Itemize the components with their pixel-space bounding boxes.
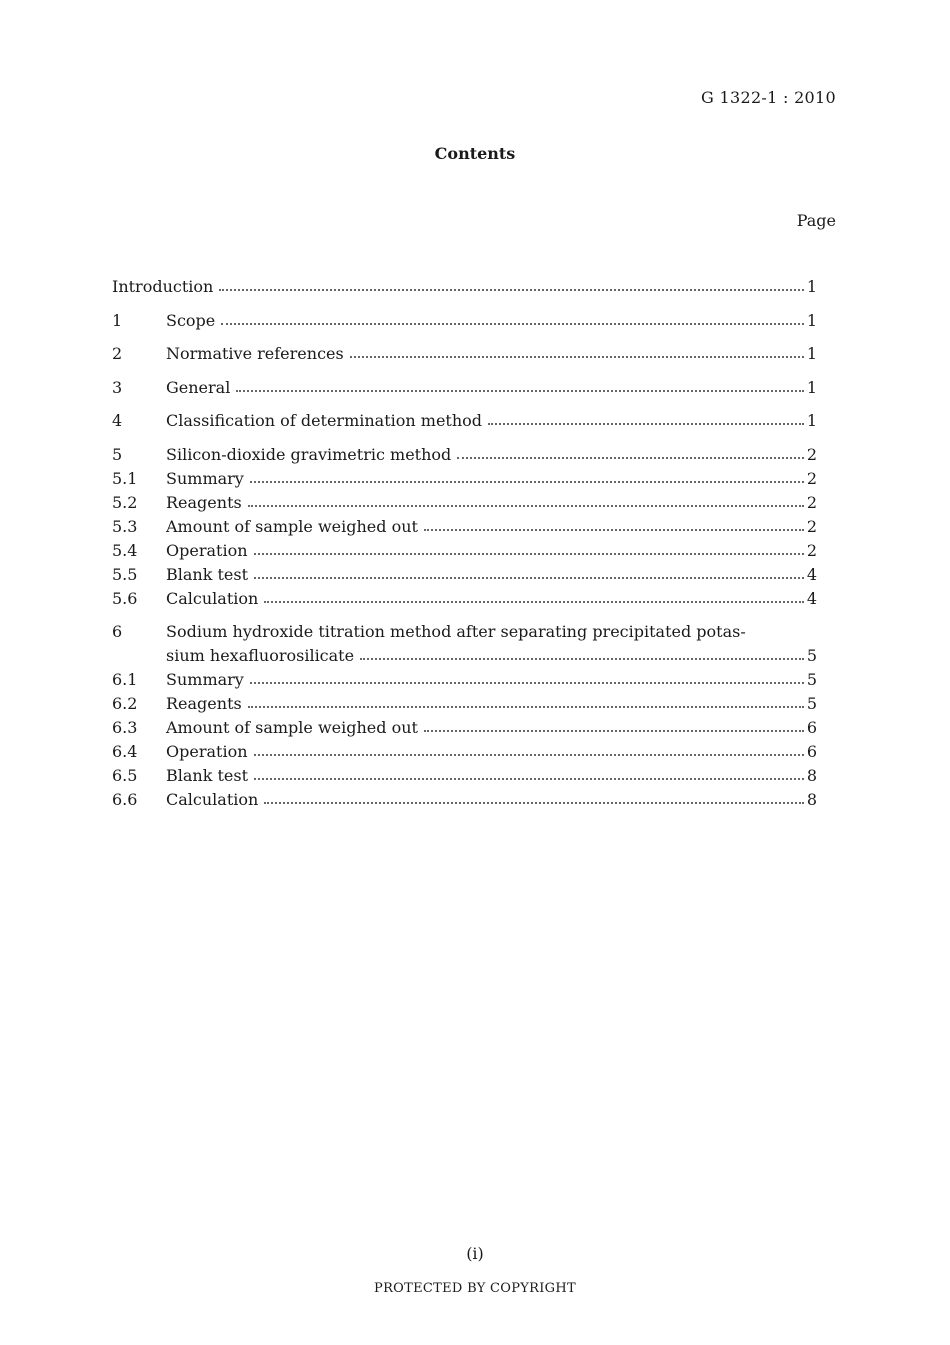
toc-entry-5-4[interactable] [112, 540, 817, 562]
toc-entry-number: 5.2 [112, 493, 138, 512]
dot-leader [248, 505, 804, 507]
toc-entry-page: 8 [806, 790, 817, 809]
toc-entry-title: Introduction [112, 277, 214, 296]
toc-entry-number: 6 [112, 622, 123, 641]
toc-entry-page: 4 [806, 565, 817, 584]
toc-entry-title: Calculation [166, 790, 259, 809]
toc-entry-number: 6.1 [112, 670, 138, 689]
toc-entry-page: 5 [806, 694, 817, 713]
toc-entry-page: 6 [806, 718, 817, 737]
toc-entry-page: 8 [806, 766, 817, 785]
dot-leader [424, 529, 804, 531]
toc-entry-6-5[interactable] [112, 765, 817, 787]
toc-entry-page: 2 [806, 493, 817, 512]
toc-entry-5-2[interactable] [112, 492, 817, 514]
toc-entry-number: 2 [112, 344, 123, 363]
toc-entry-6-4[interactable] [112, 741, 817, 763]
toc-entry-number: 1 [112, 311, 123, 330]
dot-leader [254, 754, 804, 756]
toc-entry-number: 4 [112, 411, 123, 430]
toc-entry-number: 6.3 [112, 718, 138, 737]
toc-entry-introduction[interactable] [112, 276, 817, 298]
toc-entry-title: Operation [166, 742, 248, 761]
toc-entry-title: Amount of sample weighed out [166, 718, 418, 737]
dot-leader [488, 423, 804, 425]
toc-entry-page: 1 [806, 311, 817, 330]
toc-entry-5-1[interactable] [112, 468, 817, 490]
toc-entry-5[interactable] [112, 444, 817, 466]
standard-number: G 1322-1 : 2010 [701, 88, 836, 107]
dot-leader [248, 706, 804, 708]
toc-entry-page: 5 [806, 670, 817, 689]
dot-leader [457, 457, 804, 459]
toc-entry-6-3[interactable] [112, 717, 817, 739]
toc-entry-page: 1 [806, 277, 817, 296]
toc-entry-title: Summary [166, 670, 244, 689]
toc-entry-number: 5.1 [112, 469, 138, 488]
toc-entry-1[interactable] [112, 310, 817, 332]
toc-entry-page: 2 [806, 469, 817, 488]
dot-leader [424, 730, 804, 732]
toc-entry-page: 2 [806, 541, 817, 560]
toc-entry-number: 6.5 [112, 766, 138, 785]
toc-entry-page: 2 [806, 517, 817, 536]
toc-entry-title: Reagents [166, 493, 242, 512]
toc-entry-page: 1 [806, 344, 817, 363]
dot-leader [250, 682, 804, 684]
toc-entry-title: Amount of sample weighed out [166, 517, 418, 536]
dot-leader [219, 289, 803, 291]
toc-entry-number: 6.2 [112, 694, 138, 713]
toc-entry-title: Summary [166, 469, 244, 488]
toc-entry-3[interactable] [112, 377, 817, 399]
toc-entry-title: Silicon-dioxide gravimetric method [166, 445, 452, 464]
toc-entry-page: 4 [806, 589, 817, 608]
dot-leader [250, 481, 804, 483]
copyright-notice: PROTECTED BY COPYRIGHT [374, 1281, 576, 1296]
toc-entry-number: 3 [112, 378, 123, 397]
toc-entry-number: 5.3 [112, 517, 138, 536]
toc-entry-title: Normative references [166, 344, 344, 363]
dot-leader [350, 356, 804, 358]
page-number: (i) [466, 1244, 484, 1263]
toc-entry-number: 6.4 [112, 742, 138, 761]
toc-entry-number: 5 [112, 445, 123, 464]
toc-entry-page: 6 [806, 742, 817, 761]
toc-entry-title: Scope [166, 311, 216, 330]
toc-entry-4[interactable] [112, 410, 817, 432]
toc-entry-6-6[interactable] [112, 789, 817, 811]
toc-entry-6-1[interactable] [112, 669, 817, 691]
toc-entry-5-5[interactable] [112, 564, 817, 586]
toc-entry-title: Operation [166, 541, 248, 560]
toc-entry-title: Reagents [166, 694, 242, 713]
toc-entry-number: 5.6 [112, 589, 138, 608]
toc-entry-6[interactable] [112, 621, 817, 643]
page-column-heading: Page [796, 211, 836, 230]
toc-entry-title: Blank test [166, 766, 249, 785]
toc-entry-title: Sodium hydroxide titration method after separating precipitated potas- [166, 622, 746, 641]
toc-entry-page: 1 [806, 378, 817, 397]
toc-entry-5-3[interactable] [112, 516, 817, 538]
toc-entry-number: 5.4 [112, 541, 138, 560]
toc-entry-title: Calculation [166, 589, 259, 608]
toc-entry-6-continuation[interactable] [166, 645, 817, 667]
toc-entry-number: 6.6 [112, 790, 138, 809]
dot-leader [254, 577, 804, 579]
dot-leader [254, 778, 804, 780]
toc-entry-page: 2 [806, 445, 817, 464]
toc-entry-title: Classification of determination method [166, 411, 483, 430]
toc-entry-5-6[interactable] [112, 588, 817, 610]
dot-leader [264, 802, 804, 804]
toc-entry-title: Blank test [166, 565, 249, 584]
toc-entry-title: General [166, 378, 231, 397]
dot-leader [254, 553, 804, 555]
dot-leader [360, 658, 804, 660]
toc-entry-page: 1 [806, 411, 817, 430]
dot-leader [221, 323, 804, 325]
toc-entry-2[interactable] [112, 343, 817, 365]
contents-title: Contents [434, 144, 516, 163]
toc-entry-6-2[interactable] [112, 693, 817, 715]
toc-entry-number: 5.5 [112, 565, 138, 584]
toc-entry-title-continuation: sium hexafluorosilicate [166, 646, 355, 665]
toc-entry-page: 5 [806, 646, 817, 665]
dot-leader [264, 601, 804, 603]
dot-leader [236, 390, 803, 392]
